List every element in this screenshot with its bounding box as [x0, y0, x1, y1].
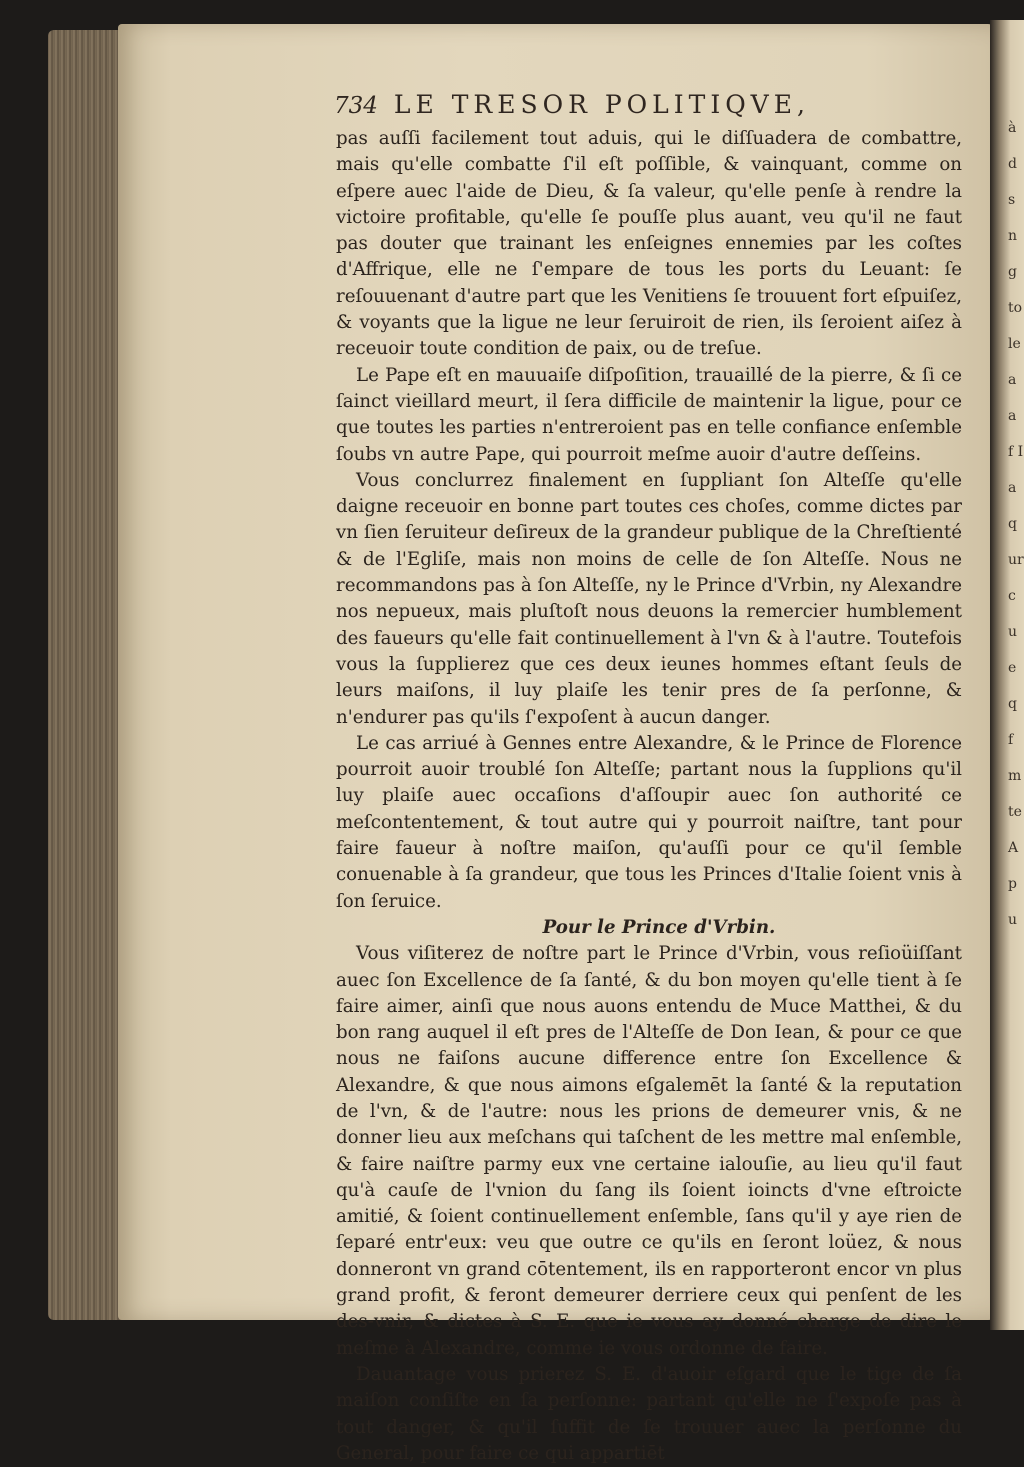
page-number: 734: [334, 93, 378, 119]
page-body: [336, 126, 962, 1464]
paragraph: Vous conclurrez finalement en ſuppliant ſon Alteſſe qu'elle daigne receuoir en bonne part toutes ces choſes, comme dictes par vn ſien ſeruiteur deſireux de la grandeur publique de la Chreſtienté & de l'Egliſe, mais non moins de celle de ſon Alteſſe. Nous ne recommandons pas à ſon Alteſſe, ny le Prince d'Vrbin, ny Alexandre nos nepueux, mais pluſtoſt nous deuons la remercier humblement des faueurs qu'elle fait continuellement à l'vn & à l'autre. Toutefois vous la ſupplierez que ces deux ieunes hommes eſtant ſeuls de leurs maiſons, il luy plaiſe les tenir pres de ſa perſonne, & n'endurer pas qu'ils ſ'expoſent à aucun danger.: [336, 469, 962, 728]
paragraph: Le Pape eſt en mauuaiſe diſpoſition, trauaillé de la pierre, & ſi ce ſainct vieillard meurt, il ſera difficile de maintenir la ligue, pour ce que toutes les parties n'entreroient pas en telle confiance enſemble ſoubs vn autre Pape, qui pourroit meſme auoir d'autre deſſeins.: [336, 364, 962, 465]
paragraph: pas auſſi facilement tout aduis, qui le diſſuadera de combattre, mais qu'elle combatte ſ'il eſt poſſible, & vainquant, comme on eſpere auec l'aide de Dieu, & ſa valeur, qu'elle penſe à rendre la victoire profitable, qu'elle ſe pouſſe plus auant, veu qu'il ne faut pas douter que trainant les enſeignes ennemies par les coſtes d'Affrique, elle ne ſ'empare de tous les ports du Leuant: ſe reſouuenant d'autre part que les Venitiens ſe trouuent fort eſpuiſez, & voyants que la ligue ne leur ſeruiroit de rien, ils ſeroient aiſez à receuoir toute condition de paix, ou de treſue.: [336, 128, 962, 360]
paragraph: Vous viſiterez de noſtre part le Prince d'Vrbin, vous reſioüiſſant auec ſon Excellence de ſa ſanté, & du bon moyen qu'elle tient à ſe faire aimer, ainſi que nous auons entendu de Muce Matthei, & du bon rang auquel il eſt pres de l'Alteſſe de Don Iean, & pour ce que nous ne faiſons aucune difference entre ſon Excellence & Alexandre, & que nous aimons eſgalemēt la ſanté & la reputation de l'vn, & de l'autre: nous les prions de demeurer vnis, & ne donner lieu aux meſchans qui taſchent de les mettre mal enſemble, & faire naiſtre parmy eux vne certaine ialouſie, au lieu qu'il faut qu'à cauſe de l'vnion du ſang ils ſoient ioincts d'vne eſtroicte amitié, & ſoient continuellement enſemble, ſans qu'il y aye rien de ſeparé entr'eux: veu que outre ce qu'ils en ſeront loüez, & nous donneront vn grand cōtentement, ils en rapporteront encor vn plus grand profit, & feront demeurer derriere ceux qui penſent de les des-vnir, & dictes à S. E. que ie vous ay donné charge de dire le meſme à Alexandre, comme ie vous ordonne de faire.: [336, 943, 962, 1359]
paragraph: Le cas arriué à Gennes entre Alexandre, & le Prince de Florence pourroit auoir troublé ſon Alteſſe; partant nous la ſupplions qu'il luy plaiſe auec occaſions d'aſſoupir auec ſon authorité ce meſcontentement, & tout autre qui y pourroit naiſtre, tant pour faire faueur à noſtre maiſon, qu'auſſi pour ce qu'il ſemble conuenable à ſa grandeur, que tous les Princes d'Italie ſoient vnis à ſon ſeruice.: [336, 732, 962, 912]
facing-page-margin-text: à d s n g to le a a f I a q ur cu e q f m te A pu: [1008, 120, 1024, 928]
book-fore-edge: [48, 30, 128, 1320]
paragraph: Dauantage vous prierez S. E. d'auoir eſgard que le tige de ſa maiſon conſiſte en ſa perſonne: partant qu'elle ne ſ'expoſe pas à tout danger, & qu'il ſuffit de ſe trouuer auec la perſonne du General, pour faire ce qui appartiēt: [336, 1363, 962, 1464]
page-header: [334, 90, 894, 130]
section-subheading: Pour le Prince d'Vrbin.: [542, 916, 776, 938]
running-title: LE TRESOR POLITIQVE,: [393, 90, 810, 119]
